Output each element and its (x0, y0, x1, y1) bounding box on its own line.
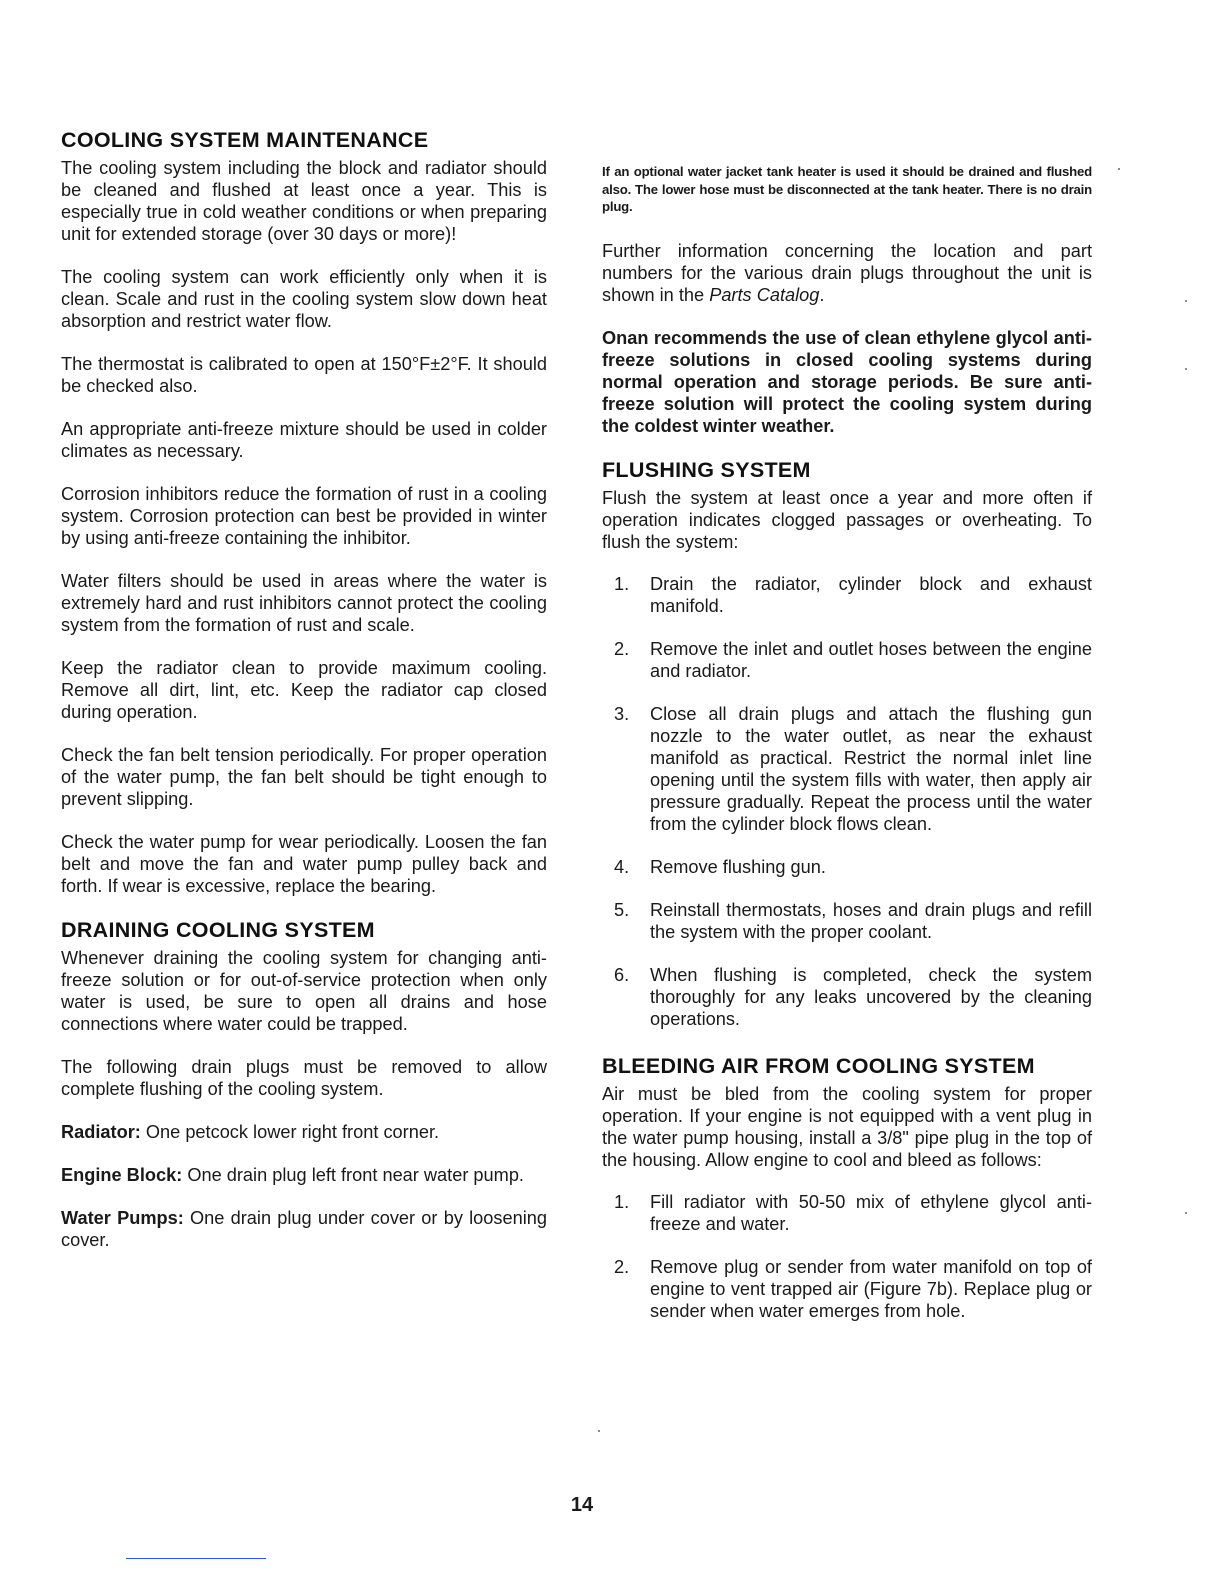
paragraph: Keep the radiator clean to provide maximum cooling. Remove all dirt, lint, etc. Keep the radiator cap closed during operation. (61, 658, 547, 722)
step-number: 2. (614, 1256, 630, 1277)
step-text: Remove the inlet and outlet hoses between the engine and radiator. (650, 638, 1092, 681)
paragraph: Air must be bled from the cooling system for proper operation. If your engine is not equipped with a vent plug in the water pump housing, install a 3/8" pipe plug in the top of the housing. Allow engine to cool and bleed as follows: (602, 1083, 1092, 1170)
paragraph: The following drain plugs must be removed to allow complete flushing of the cooling system. (61, 1057, 547, 1099)
drain-item-engine-block (61, 1164, 547, 1186)
paragraph: The cooling system including the block and radiator should be cleaned and flushed at least once a year. This is especially true in cold weather conditions or when preparing unit for extended storage (over 30 days or more)! (61, 158, 547, 244)
paragraph: An appropriate anti-freeze mixture should be used in colder climates as necessary. (61, 419, 547, 461)
left-column (61, 128, 547, 1272)
list-item (614, 638, 1092, 682)
bleeding-steps (602, 1191, 1092, 1322)
list-item (614, 899, 1092, 943)
step-number: 4. (614, 856, 630, 877)
list-item (614, 1191, 1092, 1235)
step-text: Remove plug or sender from water manifold on top of engine to vent trapped air (Figure 7b). Replace plug or sender when water emerges from hole. (650, 1256, 1092, 1321)
step-number: 2. (614, 638, 630, 659)
step-text: When flushing is completed, check the system thoroughly for any leaks uncovered by the cleaning operations. (650, 964, 1092, 1029)
list-item (614, 1256, 1092, 1322)
drain-label: Radiator: (61, 1122, 141, 1142)
parts-catalog-ref: Parts Catalog (709, 284, 820, 305)
step-text: Reinstall thermostats, hoses and drain plugs and refill the system with the proper coolant. (650, 899, 1092, 942)
step-number: 3. (614, 703, 630, 724)
list-item (614, 703, 1092, 835)
drain-label: Engine Block: (61, 1165, 183, 1185)
list-item (614, 964, 1092, 1030)
scan-speck (1185, 368, 1187, 370)
info-text: Further information concerning the location and part numbers for the various drain plugs throughout the unit is shown in the (602, 240, 1092, 305)
drain-item-water-pumps (61, 1207, 547, 1251)
scan-speck (598, 1430, 600, 1432)
tank-heater-note: If an optional water jacket tank heater is used it should be drained and flushed also. The lower hose must be disconnected at the tank heater. There is no drain plug. (602, 164, 1092, 214)
paragraph: Whenever draining the cooling system for changing anti-freeze solution or for out-of-service protection when only water is used, be sure to open all drains and hose connections where water could be trapped. (61, 948, 547, 1034)
scan-speck (1185, 300, 1187, 302)
step-text: Drain the radiator, cylinder block and exhaust manifold. (650, 573, 1092, 616)
step-text: Fill radiator with 50-50 mix of ethylene glycol anti-freeze and water. (650, 1191, 1092, 1234)
flushing-steps (602, 573, 1092, 1030)
footer-rule (126, 1558, 266, 1559)
drain-item-radiator (61, 1121, 547, 1143)
heading-bleeding-air: BLEEDING AIR FROM COOLING SYSTEM (602, 1053, 1035, 1078)
drain-text: One petcock lower right front corner. (145, 1122, 440, 1142)
info-period: . (819, 284, 825, 305)
step-text: Remove flushing gun. (650, 856, 826, 877)
step-text: Close all drain plugs and attach the flushing gun nozzle to the water outlet, as near the exhaust manifold as practical. Restrict the normal inlet line opening until the system fills with water, then apply air pressure gradually. Repeat the process until the water from the cylinder block flows clean. (650, 703, 1092, 834)
heading-flushing: FLUSHING SYSTEM (602, 457, 811, 482)
parts-catalog-paragraph (602, 240, 1092, 306)
heading-draining: DRAINING COOLING SYSTEM (61, 918, 375, 942)
list-item (614, 573, 1092, 617)
drain-label: Water Pumps: (61, 1208, 184, 1228)
page-number: 14 (570, 1494, 594, 1516)
paragraph: Flush the system at least once a year and more often if operation indicates clogged passages or overheating. To flush the system: (602, 487, 1092, 552)
drain-text: One drain plug left front near water pump. (187, 1165, 524, 1185)
scan-speck (1185, 1212, 1187, 1214)
paragraph: Check the fan belt tension periodically. For proper operation of the water pump, the fan belt should be tight enough to prevent slipping. (61, 745, 547, 809)
antifreeze-recommendation: Onan recommends the use of clean ethylene glycol anti-freeze solutions in closed cooling systems during normal operation and storage periods. Be sure anti-freeze solution will protect the cooling system during the coldest winter weather. (602, 327, 1092, 436)
paragraph: The thermostat is calibrated to open at 150°F±2°F. It should be checked also. (61, 354, 547, 396)
step-number: 6. (614, 964, 630, 985)
paragraph: Water filters should be used in areas where the water is extremely hard and rust inhibitors cannot protect the cooling system from the formation of rust and scale. (61, 571, 547, 635)
scan-speck (1118, 168, 1120, 170)
step-number: 5. (614, 899, 630, 920)
paragraph: Corrosion inhibitors reduce the formation of rust in a cooling system. Corrosion protection can best be provided in winter by using anti-freeze containing the inhibitor. (61, 484, 547, 548)
heading-cooling-maintenance: COOLING SYSTEM MAINTENANCE (61, 128, 429, 152)
right-column (602, 163, 1092, 1346)
step-number: 1. (614, 573, 630, 594)
step-number: 1. (614, 1191, 630, 1212)
drain-text: One drain plug under cover or by loosening cover. (61, 1208, 547, 1250)
list-item (614, 856, 1092, 878)
paragraph: The cooling system can work efficiently only when it is clean. Scale and rust in the cooling system slow down heat absorption and restrict water flow. (61, 267, 547, 331)
paragraph: Check the water pump for wear periodically. Loosen the fan belt and move the fan and water pump pulley back and forth. If wear is excessive, replace the bearing. (61, 832, 547, 896)
